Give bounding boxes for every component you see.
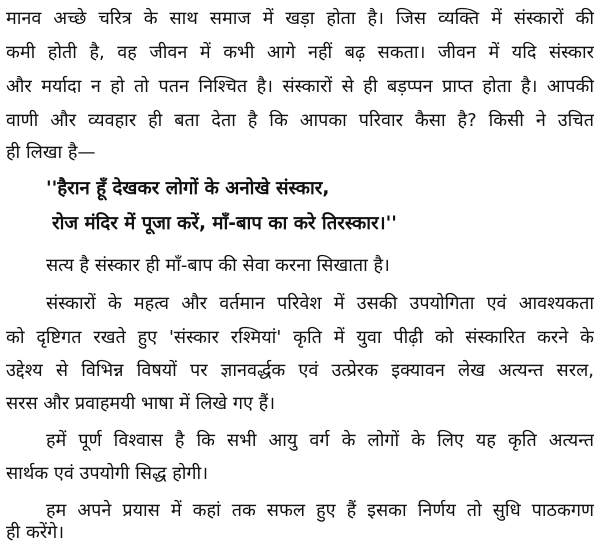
paragraph-1-line-1: मानव अच्छे चरित्र के साथ समाज में खड़ा होता है। जिस व्यक्ति में संस्कारों की bbox=[6, 8, 594, 29]
paragraph-5-line-1: हम अपने प्रयास में कहां तक सफल हुए हैं इसका निर्णय तो सुधि पाठकगण bbox=[46, 500, 594, 521]
paragraph-4-line-2: सार्थक एवं उपयोगी सिद्ध होगी। bbox=[6, 463, 209, 484]
paragraph-1-line-2: कमी होती है, वह जीवन में कभी आगे नहीं बढ़ सकता। जीवन में यदि संस्कार bbox=[6, 42, 594, 63]
quote-line-1: ''हैरान हूँ देखकर लोगों के अनोखे संस्कार, bbox=[46, 178, 330, 199]
paragraph-5-line-2: ही करेंगे। bbox=[6, 522, 65, 543]
paragraph-2-line-1: सत्य है संस्कार ही माँ-बाप की सेवा करना सिखाता है। bbox=[46, 255, 390, 276]
paragraph-3-line-4: सरस और प्रवाहमयी भाषा में लिखे गए हैं। bbox=[6, 393, 276, 414]
paragraph-1-line-3: और मर्यादा न हो तो पतन निश्चित है। संस्कारों से ही बड़प्पन प्राप्त होता है। आपकी bbox=[6, 76, 594, 97]
paragraph-3-line-2: को दृष्टिगत रखते हुए 'संस्कार रश्मियां' कृति में युवा पीढ़ी को संस्कारित करने के bbox=[6, 327, 594, 348]
paragraph-1-line-5: ही लिखा है— bbox=[6, 142, 96, 163]
quote-line-2: रोज मंदिर में पूजा करें, माँ-बाप का करे तिरस्कार।'' bbox=[52, 213, 397, 234]
paragraph-3-line-3: उद्देश्य से विभिन्न विषयों पर ज्ञानवर्द्धक एवं उत्प्रेरक इक्यावन लेख अत्यन्त सरल, bbox=[6, 360, 594, 381]
paragraph-4-line-1: हमें पूर्ण विश्वास है कि सभी आयु वर्ग के लोगों के लिए यह कृति अत्यन्त bbox=[46, 430, 594, 451]
paragraph-1-line-4: वाणी और व्यवहार ही बता देता है कि आपका परिवार कैसा है? किसी ने उचित bbox=[6, 110, 594, 131]
paragraph-3-line-1: संस्कारों के महत्व और वर्तमान परिवेश में उसकी उपयोगिता एवं आवश्यकता bbox=[46, 293, 594, 314]
